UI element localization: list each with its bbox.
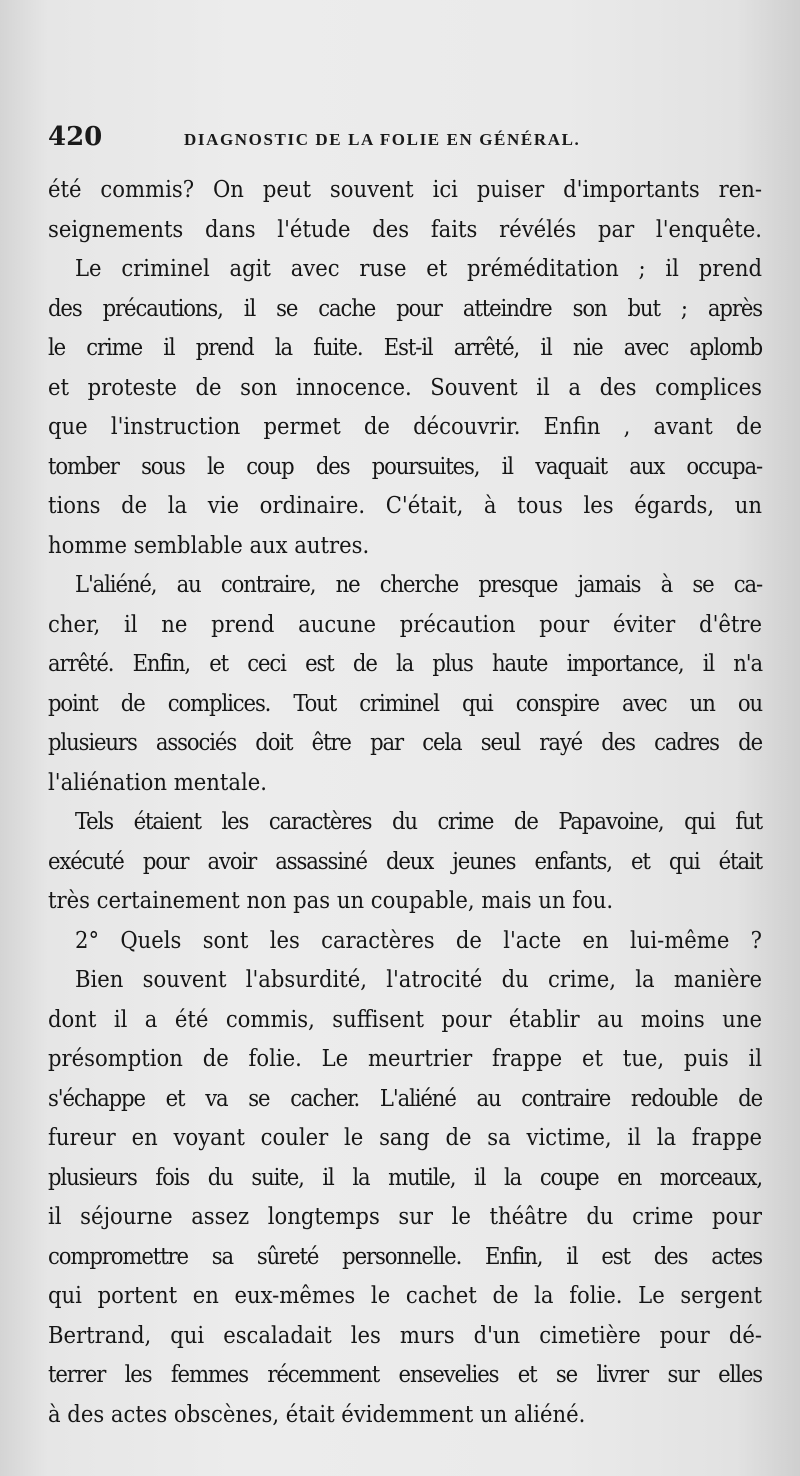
running-head	[48, 122, 748, 162]
text-line: exécuté pour avoir assassiné deux jeunes enfants, et qui était	[48, 846, 762, 875]
running-title: DIAGNOSTIC DE LA FOLIE EN GÉNÉRAL.	[184, 130, 581, 149]
text-line: cher, il ne prend aucune précaution pour éviter d'être	[48, 609, 762, 638]
page-number: 420	[48, 122, 103, 152]
text-line: été commis? On peut souvent ici puiser d'importants ren-	[48, 175, 762, 203]
text-line: des précautions, il se cache pour atteindre son but ; après	[48, 293, 762, 322]
text-line: tomber sous le coup des poursuites, il vaquait aux occupa-	[48, 451, 762, 480]
text-line: fureur en voyant couler le sang de sa victime, il la frappe	[48, 1123, 762, 1151]
text-line: arrêté. Enfin, et ceci est de la plus haute importance, il n'a	[48, 649, 762, 677]
text-line: plusieurs fois du suite, il la mutile, il la coupe en morceaux,	[48, 1162, 762, 1191]
text-line: L'aliéné, au contraire, ne cherche presque jamais à se ca-	[75, 570, 762, 598]
body-text	[48, 170, 762, 1434]
text-line: 2° Quels sont les caractères de l'acte en lui-même ?	[75, 925, 762, 954]
text-line: l'aliénation mentale.	[48, 767, 267, 796]
text-line: qui portent en eux-mêmes le cachet de la folie. Le sergent	[48, 1281, 762, 1309]
text-line: Tels étaient les caractères du crime de Papavoine, qui fut	[75, 807, 762, 835]
text-line: tions de la vie ordinaire. C'était, à tous les égards, un	[48, 491, 762, 519]
text-line: compromettre sa sûreté personnelle. Enfin, il est des actes	[48, 1241, 762, 1270]
text-line: très certainement non pas un coupable, mais un fou.	[48, 886, 614, 914]
text-line: plusieurs associés doit être par cela seul rayé des cadres de	[48, 728, 762, 756]
text-line: homme semblable aux autres.	[48, 530, 370, 559]
text-line: à des actes obscènes, était évidemment un aliéné.	[48, 1399, 586, 1428]
text-line: terrer les femmes récemment ensevelies et se livrer sur elles	[48, 1360, 762, 1388]
text-line: dont il a été commis, suffisent pour établir au moins une	[48, 1004, 762, 1033]
text-line: que l'instruction permet de découvrir. Enfin , avant de	[48, 412, 762, 440]
text-line: Le criminel agit avec ruse et préméditation ; il prend	[75, 254, 762, 282]
text-line: s'échappe et va se cacher. L'aliéné au contraire redouble de	[48, 1083, 762, 1112]
text-line: il séjourne assez longtemps sur le théâtre du crime pour	[48, 1202, 762, 1230]
text-line: seignements dans l'étude des faits révélés par l'enquête.	[48, 214, 762, 243]
text-line: point de complices. Tout criminel qui conspire avec un ou	[48, 688, 762, 717]
text-line: présomption de folie. Le meurtrier frappe et tue, puis il	[48, 1044, 762, 1072]
text-line: Bertrand, qui escaladait les murs d'un cimetière pour dé-	[48, 1320, 762, 1349]
text-line: Bien souvent l'absurdité, l'atrocité du crime, la manière	[75, 965, 762, 993]
text-line: et proteste de son innocence. Souvent il a des complices	[48, 372, 762, 401]
text-line: le crime il prend la fuite. Est-il arrêté, il nie avec aplomb	[48, 333, 762, 361]
